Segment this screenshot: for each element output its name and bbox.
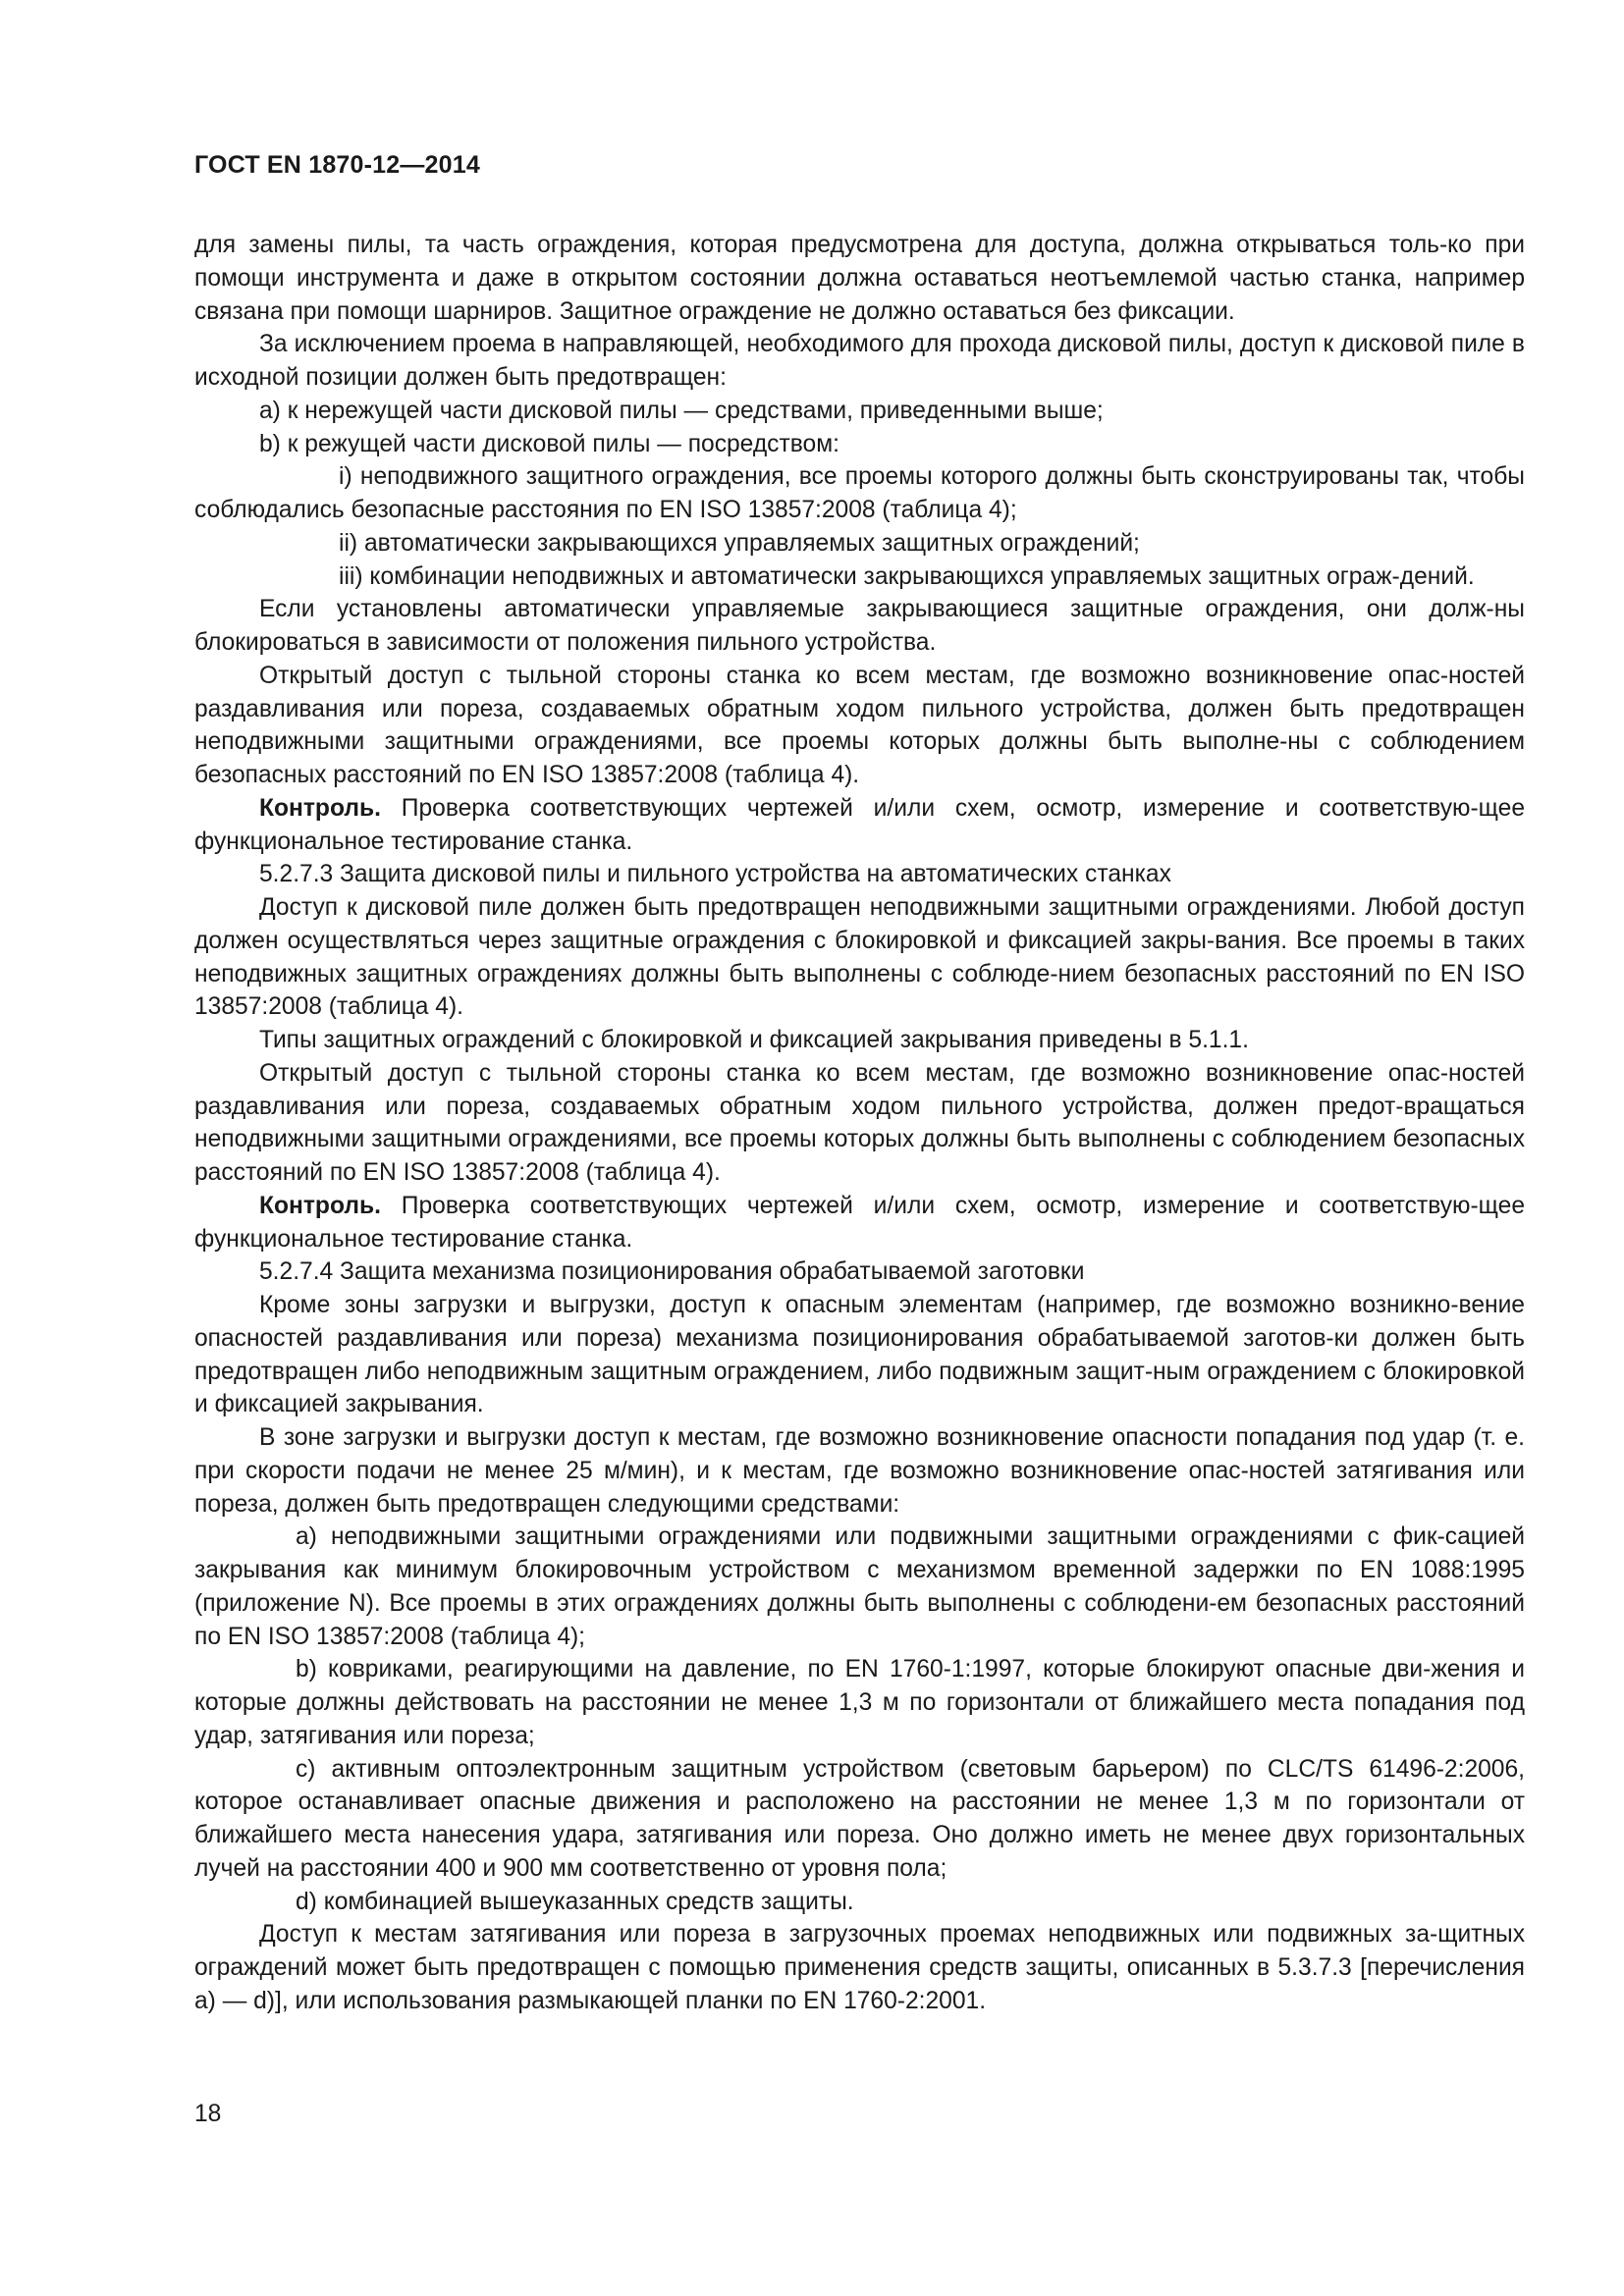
list-item-ii-auto-guards: ii) автоматически закрывающихся управляемых защитных ограждений; [339,529,1140,557]
document-body [194,229,1525,2018]
clause-heading-5-2-7-3: 5.2.7.3 Защита дисковой пилы и пильного устройства на автоматических станках [259,861,1171,888]
paragraph-verification-2 [194,1190,1525,1256]
paragraph-access-prevention: За исключением проема в направляющей, необходимого для прохода дисковой пилы, доступ к дисковой пиле в исходной позиции должен быть предотвращен: [194,331,1525,391]
list-item-b-cutting: b) к режущей части дисковой пилы — посредством: [259,430,839,457]
page-number: 18 [194,2101,222,2127]
list-item-a-non-cutting: a) к нережущей части дисковой пилы — средствами, приведенными выше; [259,397,1104,424]
paragraph-saw-replacement: для замены пилы, та часть ограждения, которая предусмотрена для доступа, должна открываться толь-ко при помощи инструмента и даже в открытом состоянии должна оставаться неотъемлемой частью станка, например связана при помощи шарниров. Защитное ограждение не должно оставаться без фиксации. [194,232,1525,325]
paragraph-verification-1 [194,792,1525,859]
paragraph-rear-access-auto: Открытый доступ с тыльной стороны станка ко всем местам, где возможно возникновение опас-ностей раздавливания или пореза, создаваемых обратным ходом пильного устройства, должен предот-вращаться неподвижными защитными ограждениями, все проемы которых должны быть выполнены с соблюдением безопасных расстояний по EN ISO 13857:2008 (таблица 4). [194,1059,1525,1186]
paragraph-loading-zone: В зоне загрузки и выгрузки доступ к местам, где возможно возникновение опасности попадания под удар (т. е. при скорости подачи не менее 25 м/мин), и к местам, где возможно возникновение опас-ностей затягивания или пореза, должен быть предотвращен следующими средствами: [194,1424,1525,1518]
list-item-i-fixed-guard: i) неподвижного защитного ограждения, все проемы которого должны быть сконструированы так, чтобы соблюдались безопасные расстояния по EN ISO 13857:2008 (таблица 4); [194,463,1525,523]
list-item-iii-combination: iii) комбинации неподвижных и автоматически закрывающихся управляемых защитных ограж-дений. [339,562,1475,590]
document-header: ГОСТ EN 1870-12—2014 [194,151,480,179]
list-item-c-light-barrier: c) активным оптоэлектронным защитным устройством (световым барьером) по CLC/TS 61496-2:2006, которое останавливает опасные движения и расположено на расстоянии не менее 1,3 м по горизонтали от ближайшего места нанесения удара, затягивания или пореза. Оно должно иметь не менее двух горизонтальных лучей на расстоянии 400 и 900 мм соответственно от уровня пола; [194,1755,1525,1882]
paragraph-auto-guards-interlock: Если установлены автоматически управляемые закрывающиеся защитные ограждения, они долж-ны блокироваться в зависимости от положения пильного устройства. [194,596,1525,656]
verification-text: Проверка соответствующих чертежей и/или схем, осмотр, измерение и соответствую-щее функциональное тестирование станка. [194,1192,1525,1253]
paragraph-rear-access: Открытый доступ с тыльной стороны станка ко всем местам, где возможно возникновение опас-ностей раздавливания или пореза, создаваемых обратным ходом пильного устройства, должен быть предотвращен неподвижными защитными ограждениями, все проемы которых должны быть выполне-ны с соблюдением безопасных расстояний по EN ISO 13857:2008 (таблица 4). [194,662,1525,788]
list-item-b-pressure-mats: b) ковриками, реагирующими на давление, по EN 1760-1:1997, которые блокируют опасные дви-жения и которые должны действовать на расстоянии не менее 1,3 м по горизонтали от ближайшего места попадания под удар, затягивания или пореза; [194,1656,1525,1749]
paragraph-loading-openings: Доступ к местам затягивания или пореза в загрузочных проемах неподвижных или подвижных за-щитных ограждений может быть предотвращен с помощью применения средств защиты, описанных в 5.3.7.3 [перечисления a) — d)], или использования размыкающей планки по EN 1760-2:2001. [194,1921,1525,2014]
verification-label: Контроль. [259,794,381,822]
paragraph-saw-access-auto: Доступ к дисковой пиле должен быть предотвращен неподвижными защитными ограждениями. Любой доступ должен осуществляться через защитные ограждения с блокировкой и фиксацией закры-вания. Все проемы в таких неподвижных защитных ограждениях должны быть выполнены с соблюде-нием безопасных расстояний по EN ISO 13857:2008 (таблица 4). [194,894,1525,1021]
verification-text: Проверка соответствующих чертежей и/или схем, осмотр, измерение и соответствую-щее функциональное тестирование станка. [194,794,1525,855]
clause-heading-5-2-7-4: 5.2.7.4 Защита механизма позиционирования обрабатываемой заготовки [259,1258,1085,1286]
paragraph-positioning-access: Кроме зоны загрузки и выгрузки, доступ к опасным элементам (например, где возможно возникно-вение опасностей раздавливания или пореза) механизма позиционирования обрабатываемой заготов-ки должен быть предотвращен либо неподвижным защитным ограждением, либо подвижным защит-ным ограждением с блокировкой и фиксацией закрывания. [194,1292,1525,1418]
list-item-d-combination: d) комбинацией вышеуказанных средств защиты. [296,1888,854,1915]
list-item-a-fixed-movable-guards: a) неподвижными защитными ограждениями или подвижными защитными ограждениями с фик-сацией закрывания как минимум блокировочным устройством с механизмом временной задержки по EN 1088:1995 (приложение N). Все проемы в этих ограждениях должны быть выполнены с соблюдени-ем безопасных расстояний по EN ISO 13857:2008 (таблица 4); [194,1523,1525,1650]
paragraph-guard-types: Типы защитных ограждений с блокировкой и фиксацией закрывания приведены в 5.1.1. [259,1027,1249,1053]
verification-label: Контроль. [259,1192,381,1219]
